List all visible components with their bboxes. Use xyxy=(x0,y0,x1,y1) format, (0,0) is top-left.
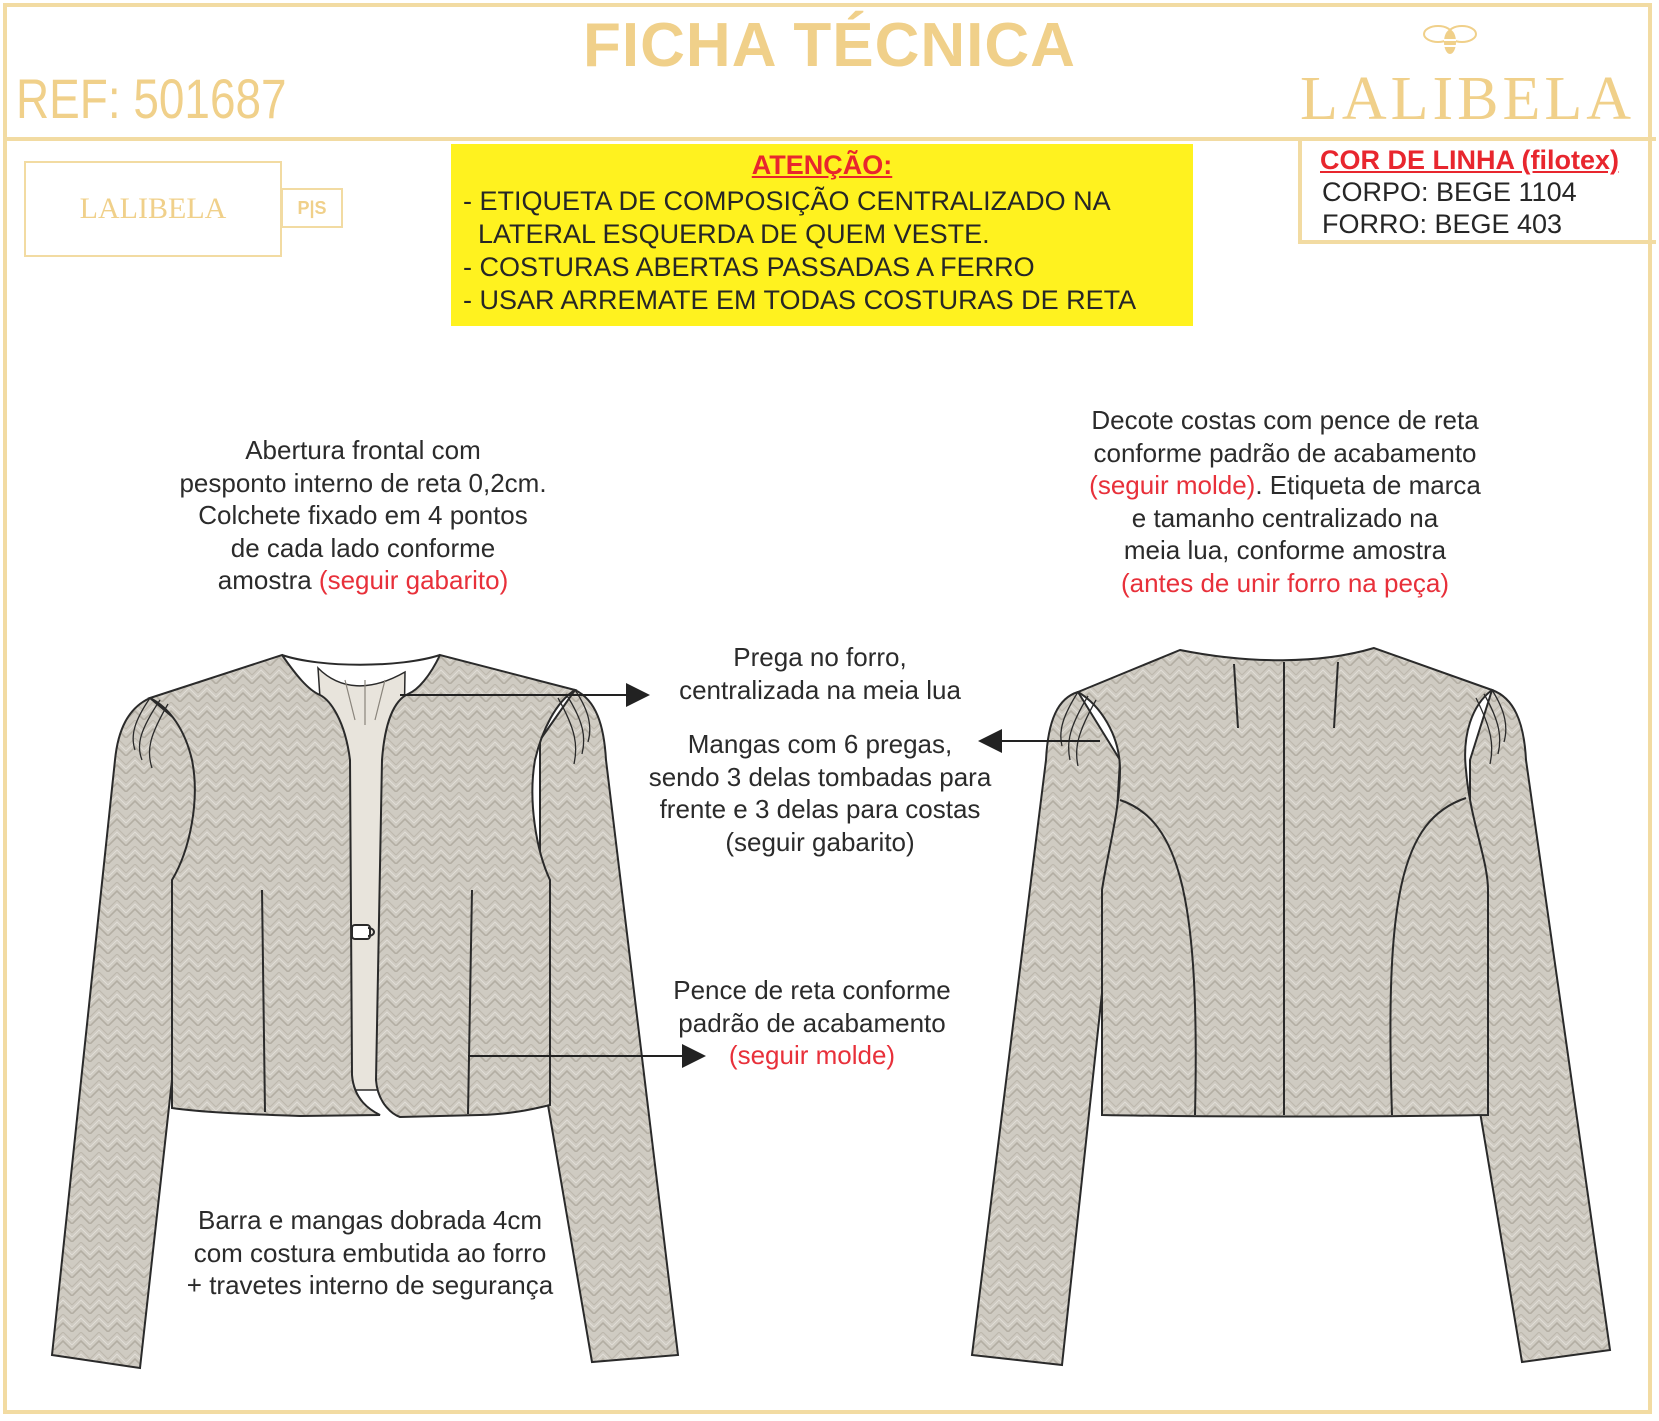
note-line: conforme padrão de acabamento xyxy=(1093,437,1477,468)
note-line: Mangas com 6 pregas, xyxy=(687,729,953,759)
sleeves-note xyxy=(610,728,1030,858)
note-line: e tamanho centralizado na xyxy=(1131,502,1439,533)
note-highlight: (seguir gabarito) xyxy=(318,565,509,595)
size-tag-text: P|S xyxy=(297,197,327,218)
brand-label-text: LALIBELA xyxy=(79,192,227,225)
note-line: frente e 3 delas para costas xyxy=(659,794,981,824)
hook-closure-icon xyxy=(352,925,374,939)
note-line: + travetes interno de segurança xyxy=(186,1270,554,1300)
note-line: Colchete fixado em 4 pontos xyxy=(198,500,528,530)
thread-color-title: COR DE LINHA (filotex) xyxy=(1320,145,1619,175)
note-line: centralizada na meia lua xyxy=(679,674,961,705)
note-highlight: (seguir molde) xyxy=(1089,470,1256,500)
note-line: com costura embutida ao forro xyxy=(193,1237,547,1268)
note-line: Decote costas com pence de reta xyxy=(1091,405,1479,435)
note-line: de cada lado conforme xyxy=(230,532,496,563)
note-text: . Etiqueta de marca xyxy=(1255,470,1481,500)
note-highlight: (seguir molde) xyxy=(728,1040,896,1070)
brand-logo: LALIBELA xyxy=(1300,65,1636,133)
back-jacket-drawing xyxy=(972,648,1610,1365)
pleat-note xyxy=(620,641,1020,706)
dart-note xyxy=(632,974,992,1072)
attention-line: - USAR ARREMATE EM TODAS COSTURAS DE RETA xyxy=(463,285,1137,315)
thread-body-color: CORPO: BEGE 1104 xyxy=(1322,177,1577,207)
note-line: sendo 3 delas tombadas para xyxy=(648,761,992,792)
note-line: Abertura frontal com xyxy=(245,435,481,465)
page-title: FICHA TÉCNICA xyxy=(583,11,1076,80)
front-right-panel xyxy=(376,655,575,1117)
note-line: Barra e mangas dobrada 4cm xyxy=(198,1205,542,1235)
reference-code: REF: 501687 xyxy=(16,67,287,130)
note-line xyxy=(138,564,588,597)
note-text: amostra xyxy=(217,565,319,595)
back-neck-note xyxy=(1040,404,1530,599)
note-line: Prega no forro, xyxy=(733,642,907,672)
front-neckline xyxy=(282,655,440,665)
attention-title: ATENÇÃO: xyxy=(751,150,893,180)
note-line xyxy=(1040,469,1530,502)
thread-lining-color: FORRO: BEGE 403 xyxy=(1322,209,1563,239)
note-line: meia lua, conforme amostra xyxy=(1123,535,1447,565)
back-right-sleeve xyxy=(1470,690,1610,1362)
hem-note xyxy=(150,1204,590,1302)
note-line: (seguir gabarito) xyxy=(725,826,915,857)
attention-line: - ETIQUETA DE COMPOSIÇÃO CENTRALIZADO NA xyxy=(463,186,1111,216)
note-line: Pence de reta conforme xyxy=(673,975,951,1005)
note-line: pesponto interno de reta 0,2cm. xyxy=(179,467,547,498)
attention-line: - COSTURAS ABERTAS PASSADAS A FERRO xyxy=(463,252,1035,282)
note-line: padrão de acabamento xyxy=(678,1007,946,1038)
attention-line: LATERAL ESQUERDA DE QUEM VESTE. xyxy=(463,219,990,249)
front-opening-note xyxy=(138,434,588,597)
note-highlight: (antes de unir forro na peça) xyxy=(1120,567,1450,598)
